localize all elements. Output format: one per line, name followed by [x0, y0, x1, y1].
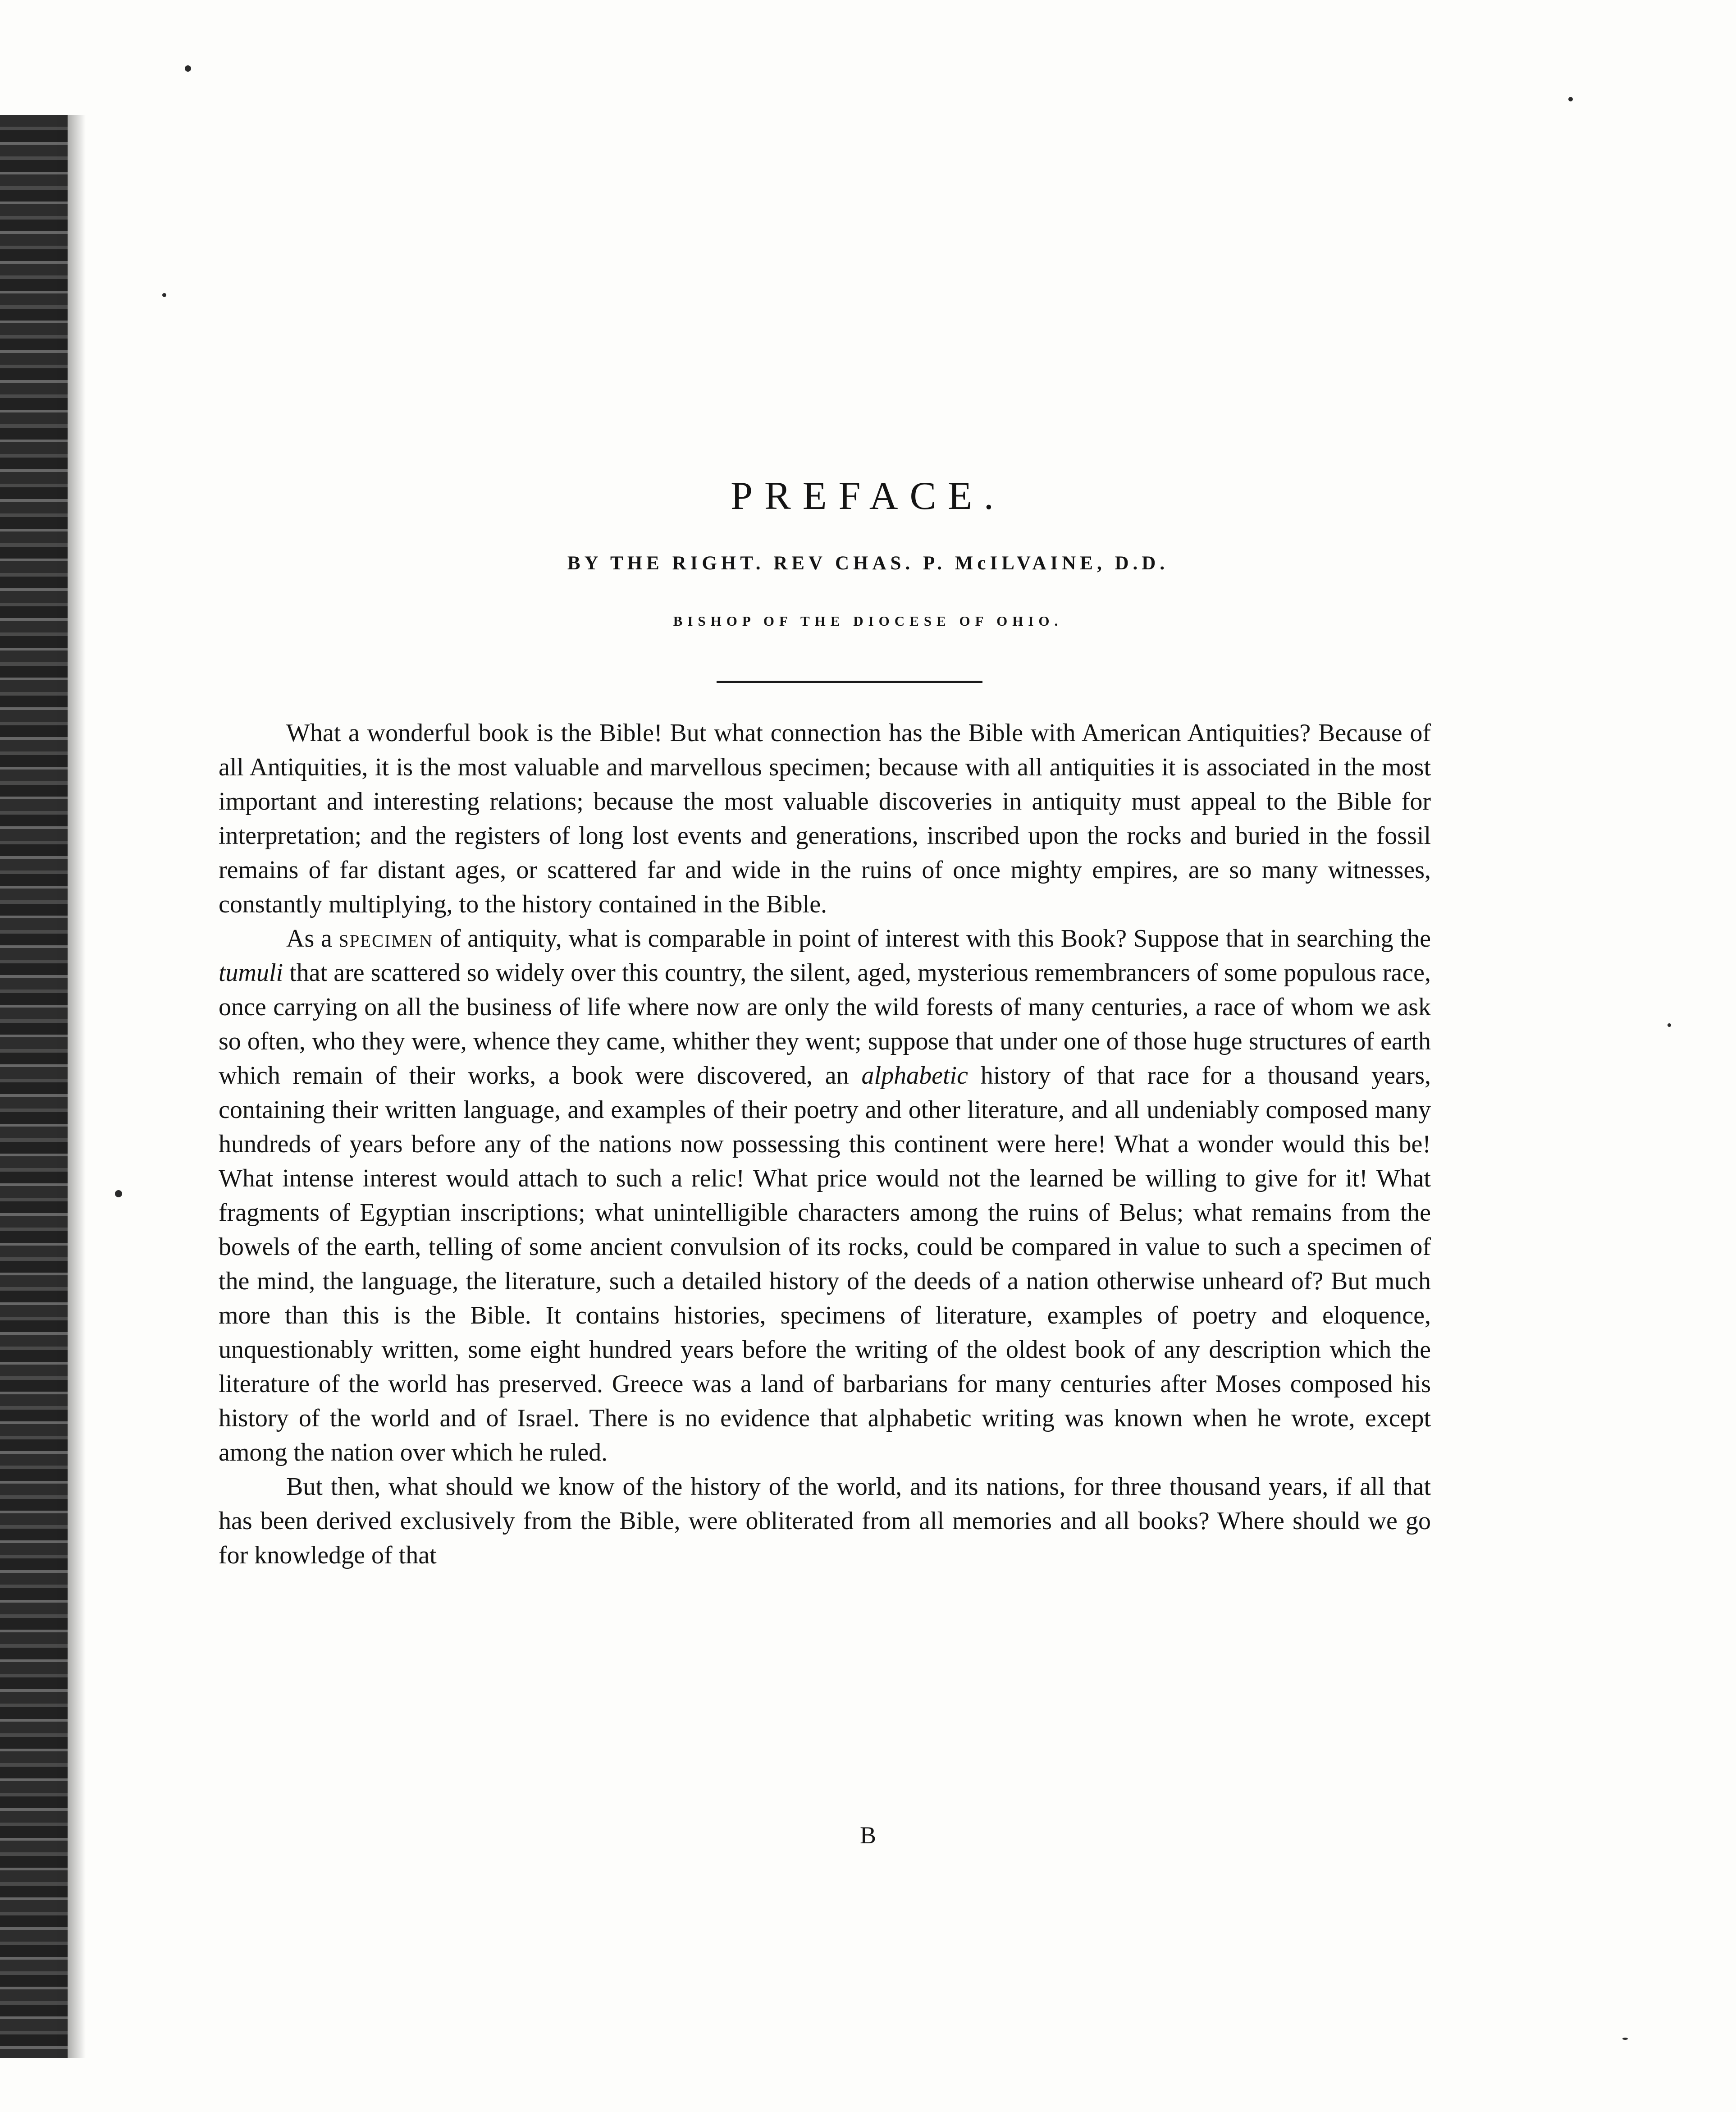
author-byline: BY THE RIGHT. REV CHAS. P. McILVAINE, D.D.	[567, 553, 1169, 574]
body-paragraph	[219, 716, 1431, 921]
scan-speck	[1667, 1023, 1671, 1027]
body-paragraph	[219, 921, 1431, 1470]
paragraph-text: of antiquity, what is comparable in point of interest with this Book? Suppose that in searching the	[433, 925, 1431, 953]
italic-term: tumuli	[219, 959, 283, 987]
preface-body	[219, 716, 1431, 1572]
author-title-line: BISHOP OF THE DIOCESE OF OHIO.	[673, 613, 1063, 629]
small-caps-term: specimen	[338, 925, 433, 953]
paragraph-text: As a	[286, 925, 339, 953]
paragraph-text: But then, what should we know of the history of the world, and its nations, for three thousand years, if all that has been derived exclusively from the Bible, were obliterated from all memories and all books? Where should we go for knowledge of that	[219, 1473, 1431, 1569]
binding-edge	[0, 115, 68, 2058]
scan-speck	[1622, 2038, 1628, 2040]
signature-mark: B	[859, 1822, 877, 1849]
scan-speck	[185, 65, 191, 72]
paragraph-text: that are scattered so widely over this country, the silent, aged, mysterious remembrancers of some populous race, once carrying on all the business of life where now are only the wild forests of many centuries, a race of whom we ask so often, who they were, whence they came, whither they went; suppose that under one of those huge structures of earth which remain of their works, a book were discovered, an	[219, 959, 1431, 1090]
page-title: PREFACE.	[731, 474, 1005, 518]
paragraph-text: history of that race for a thousand years, containing their written language, and examples of their poetry and other literature, and all undeniably composed many hundreds of years before any of the nations now possessing this continent were here! What a wonder would this be! What intense interest would attach to such a relic! What price would not the learned be willing to give for it! What fragments of Egyptian inscriptions; what unintelligible characters among the ruins of Belus; what remains from the bowels of the earth, telling of some ancient convulsion of its rocks, could be compared in value to such a specimen of the mind, the language, the literature, such a detailed history of the deeds of a nation otherwise unheard of? But much more than this is the Bible. It contains histories, specimens of literature, examples of poetry and eloquence, unquestionably written, some eight hundred years before the writing of the oldest book of any description which the literature of the world has preserved. Greece was a land of barbarians for many centuries after Moses composed his history of the world and of Israel. There is no evidence that alphabetic writing was known when he wrote, except among the nation over which he ruled.	[219, 1062, 1431, 1466]
title-rule	[717, 681, 982, 683]
paragraph-text: What a wonderful book is the Bible! But what connection has the Bible with American Antiquities? Because of all Antiquities, it is the most valuable and marvellous specimen; because with all antiquities it is associated in the most important and interesting relations; because the most valuable discoveries in antiquity must appeal to the Bible for interpretation; and the registers of long lost events and generations, inscribed upon the rocks and buried in the fossil remains of far distant ages, or scattered far and wide in the ruins of once mighty empires, are so many witnesses, constantly multiplying, to the history contained in the Bible.	[219, 719, 1431, 918]
scan-speck	[162, 293, 166, 297]
body-paragraph	[219, 1470, 1431, 1572]
scan-speck	[1568, 97, 1573, 101]
scan-speck	[115, 1190, 122, 1197]
italic-term: alphabetic	[861, 1062, 968, 1090]
